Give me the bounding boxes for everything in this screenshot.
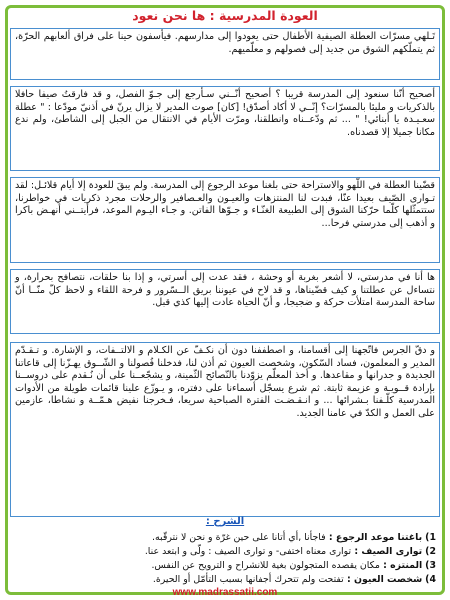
glossary-heading: الشرح : (205, 516, 245, 527)
glossary-number: 3) (425, 560, 436, 571)
glossary-definition: توارى معناه اختفى- و توارى الصيف : ولّى و ابتعد عنا. (144, 546, 352, 557)
glossary-number: 2) (425, 546, 436, 557)
glossary-definition: تفتحت ولم تتحرك أجفانها بسبب التأمّل أو الحيرة. (152, 574, 344, 585)
glossary-section (10, 516, 440, 585)
glossary-term: المنتزه : (380, 560, 422, 571)
glossary-definition: مكان يقصده المتجولون بغية للانشراح و الترويح عن النفس. (151, 560, 380, 571)
glossary-item (10, 573, 436, 587)
glossary-item (10, 559, 436, 573)
paragraph-3: قضّينا العطلة في اللّهو والاستراحة حتى بلغنا موعد الرجوع إلى المدرسة. ولم يبقَ للعودة إلا أيام قلائـل: لقد تـوارى الصّيف بعيدا عنّا، فبدت لنا المنتزهات والعيـون والعـصافير والرحلات مجرد ذكريات في خواطرنا، ستتمثّلها كلّما حرّكنا الشوق إلى الطبيعة الغنّـاء و جـوّها الفاتن. و جـاء اليـوم الموعد، فرأيتــني أنهـض باكرا و أذهب إلى مدرستي فرحا... (10, 177, 440, 263)
glossary-item (10, 545, 436, 559)
page-title: العودة المدرسية : ها نحن نعود (132, 8, 318, 23)
glossary-number: 4) (425, 574, 436, 585)
glossary-term: باغتنا موعد الرجوع : (326, 532, 423, 543)
paragraph-1: تَـلهي مسرّات العطلة الصيفية الأطفال حتى يعودوا إلى مدارسهم. فيأسفون حينا على فراق ألعابهم الحرّة، ثم يتملّكهم الشوق من جديد إلى فصولهم و معلّميهم. (10, 28, 440, 80)
site-url-link[interactable]: www.madrassatii.com (172, 587, 278, 598)
glossary-definition: فاجأنا ,أي أتانا على حين غرّة و نحن لا نترقّبه. (152, 532, 326, 543)
paragraph-4: ها أنا في مدرستي، لا أشعر بغربة أو وحشة ، فقد عدت إلى أسرتي، و إذا بنا حلقات، نتصافح بحرارة، و نتساءل عن عطلتنا و كيف قضّيناها، و قد لاح في عيوننا بريق الــسّرور و فرحة اللقاء و لاحظ كلّ منّــا أنّ ساحة المدرسة امتلأت حركة و ضجيجا، و أنّ الحياة عادت إليها كذي قبل. (10, 269, 440, 334)
glossary-term: شخصت العيون : (344, 574, 422, 585)
paragraph-2: أصحيح أنّنا سنعود إلى المدرسة قريبا ؟ أصحيح أنّــني سـأرجع إلى جـوّ الفصل، و قد فارقتُ صيفا حافلا بالذكريات و مليئا بالمسرّات؟ إنّــي لا أكاد أصدّق! [كان] صوت المدير لا يزال يرنّ في أذنيّ مودّعا : " عطلة سعـيـدة يا أبنائي! " ... ثم ودّعــناه وانطلقنا، ومرّت الأيام في الانتقال من الجبل إلى الشاطئ، ولم ندع مكانا جميلا إلا قصدناه. (10, 86, 440, 171)
paragraph-5: و دقّ الجرس فاتّجهنا إلى أقسامنا، و اصطففنا دون أن نكـفّ عن الكـلام و الالتــفات، و الإشارة. و تـقـدّم المدير و المعلمون، فساد السّكون، وشخصت العيون ثم أذن لنا، فدخلنا فُصولنا و الشّــوق يهـزّنا إلى قاعاتنا الجديدة و جدرانها و مقاعدها. و أخذ المعلّم يزوّدنا بالنّصائح الثّمينة، و يشجّعــنا على أن نُـقدم على دروســنا بإرادة قــويـة و عزيمة ثابتة. ثم شرع يسجّل أسماءنا على دفتره، و يـوزّع علينا قائمات طويلة من الأدوات المدرسية كلّـفنا بـشرائها ... و انـقـضـت الفترة الصباحية سريعا، فـخرجنا نفيض هـمّــة و نشاطا، عازمين على العمل و الكدّ في عامنا الجديد. (10, 342, 440, 517)
glossary-term: توارى الصيف : (351, 546, 422, 557)
glossary-item (10, 531, 436, 545)
glossary-number: 1) (425, 532, 436, 543)
